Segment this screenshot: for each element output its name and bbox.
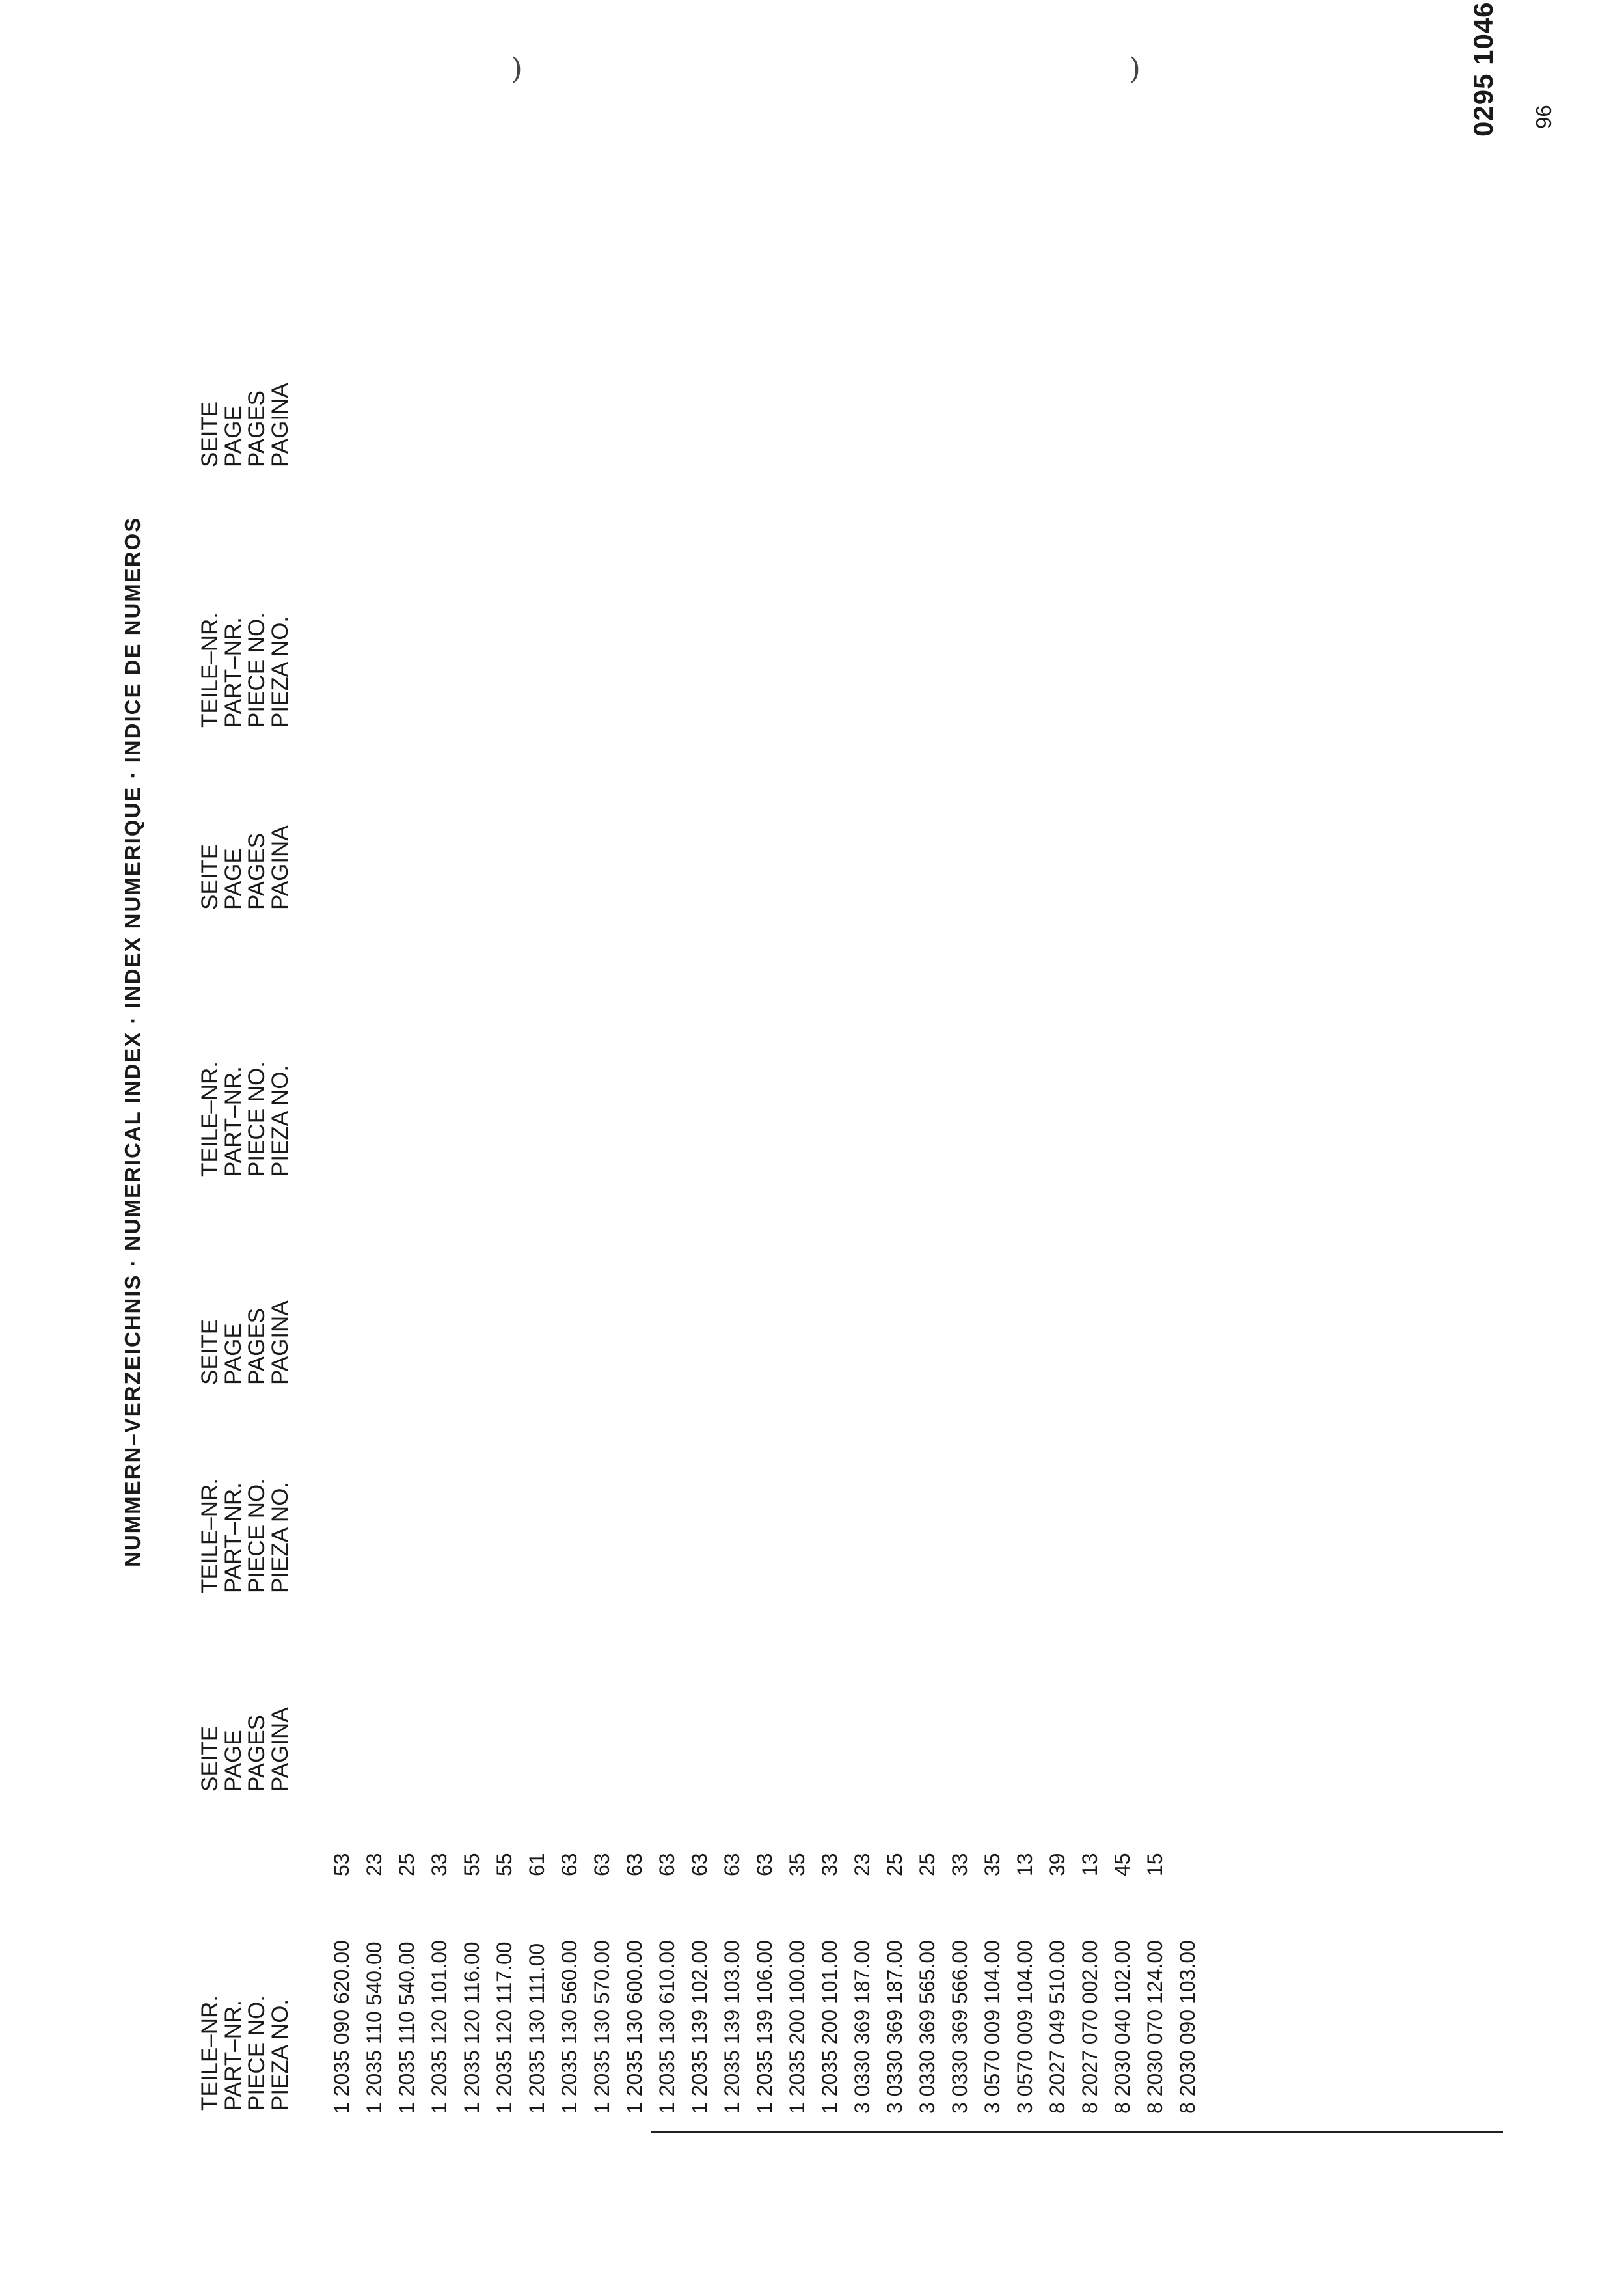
page-header-2	[198, 1300, 292, 1385]
part-number: 1 2035 110 540.00	[395, 1941, 418, 2114]
list-item	[1106, 1749, 1139, 2114]
page-ref: 63	[753, 1853, 776, 1876]
part-number: 1 2035 130 560.00	[558, 1940, 581, 2114]
header-label: TEILE–NR.	[197, 1478, 223, 1593]
header-label: PIECE NO.	[244, 1478, 269, 1593]
part-number: 3 0330 369 566.00	[948, 1940, 971, 2114]
list-item	[651, 1749, 683, 2114]
page-header-1	[198, 1707, 292, 1792]
header-label: TEILE–NR.	[197, 1061, 223, 1177]
page-ref: 55	[460, 1853, 483, 1876]
part-number: 1 2035 130 570.00	[590, 1940, 614, 2114]
part-number: 1 2035 139 102.00	[688, 1940, 711, 2114]
header-label: PAGE	[221, 1323, 246, 1385]
margin-mark-right: )	[1129, 51, 1141, 86]
list-item	[748, 1749, 781, 2114]
page-ref: 25	[395, 1853, 418, 1876]
list-item	[553, 1749, 586, 2114]
header-label: TEILE–NR.	[197, 1995, 223, 2111]
part-number: 3 0330 369 187.00	[850, 1940, 874, 2114]
list-item	[1008, 1749, 1041, 2114]
list-item	[1139, 1749, 1171, 2114]
header-label: PAGE	[221, 848, 246, 910]
header-label: PIEZA NO.	[267, 1065, 293, 1177]
header-label: PAGES	[244, 1714, 269, 1792]
header-label: PIEZA NO.	[267, 616, 293, 728]
page-ref: 23	[362, 1853, 386, 1876]
page-ref: 63	[558, 1853, 581, 1876]
page-ref: 23	[850, 1853, 874, 1876]
margin-mark-left: )	[511, 51, 522, 86]
list-item	[423, 1749, 455, 2114]
header-label: PART–NR.	[221, 617, 246, 728]
header-label: PART–NR.	[221, 2000, 246, 2111]
list-item	[521, 1749, 553, 2114]
part-number: 3 0330 369 565.00	[915, 1940, 939, 2114]
page-ref: 25	[883, 1853, 906, 1876]
list-item	[618, 1749, 651, 2114]
list-item	[878, 1749, 911, 2114]
header-label: PAGES	[244, 1307, 269, 1385]
part-number: 1 2035 130 610.00	[655, 1940, 679, 2114]
page-ref: 63	[655, 1853, 679, 1876]
header-label: PAGE	[221, 1730, 246, 1792]
header-label: PART–NR.	[221, 1066, 246, 1177]
page-ref: 55	[493, 1853, 516, 1876]
header-label: TEILE–NR.	[197, 612, 223, 728]
part-number-header-2	[198, 1478, 292, 1593]
part-number: 8 2027 070 002.00	[1078, 1940, 1102, 2114]
list-item	[943, 1749, 976, 2114]
list-item	[976, 1749, 1008, 2114]
page-ref: 63	[590, 1853, 614, 1876]
part-number: 3 0570 009 104.00	[981, 1940, 1004, 2114]
header-label: PAGES	[244, 390, 269, 467]
header-label: PAGINA	[267, 825, 293, 910]
list-item	[1074, 1749, 1106, 2114]
header-label: SEITE	[197, 1725, 223, 1792]
page-ref: 33	[948, 1853, 971, 1876]
part-number: 3 0570 009 104.00	[1013, 1940, 1036, 2114]
list-item	[358, 1749, 390, 2114]
list-item	[1171, 1749, 1204, 2114]
page-ref: 25	[915, 1853, 939, 1876]
page-number: 96	[1532, 105, 1556, 129]
list-item	[390, 1749, 423, 2114]
page-header-3	[198, 825, 292, 910]
page-ref: 15	[1143, 1853, 1167, 1876]
list-item	[1041, 1749, 1074, 2114]
list-item	[911, 1749, 943, 2114]
list-item	[846, 1749, 878, 2114]
part-number: 1 2035 110 540.00	[362, 1941, 386, 2114]
part-number: 1 2035 200 100.00	[785, 1940, 809, 2114]
page-ref: 53	[330, 1853, 353, 1876]
part-number: 1 2035 139 106.00	[753, 1940, 776, 2114]
part-number: 1 2035 200 101.00	[818, 1940, 841, 2114]
page-header-4	[198, 383, 292, 467]
page-ref: 13	[1013, 1853, 1036, 1876]
part-number: 1 2035 130 600.00	[623, 1940, 646, 2114]
header-label: SEITE	[197, 843, 223, 910]
part-number-header-3	[198, 1061, 292, 1177]
part-number: 8 2030 070 124.00	[1143, 1940, 1167, 2114]
part-number: 1 2035 120 116.00	[460, 1941, 483, 2114]
part-number: 8 2030 090 103.00	[1176, 1940, 1199, 2114]
part-number: 1 2035 139 103.00	[720, 1940, 744, 2114]
list-item	[813, 1749, 846, 2114]
part-number: 1 2035 120 101.00	[427, 1940, 451, 2114]
header-label: SEITE	[197, 401, 223, 467]
page-ref: 45	[1111, 1853, 1134, 1876]
header-label: PIEZA NO.	[267, 1999, 293, 2111]
header-label: PAGINA	[267, 1300, 293, 1385]
list-item	[716, 1749, 748, 2114]
list-item	[781, 1749, 813, 2114]
header-label: PAGE	[221, 405, 246, 467]
list-item	[586, 1749, 618, 2114]
page-ref: 63	[623, 1853, 646, 1876]
document-title: NUMMERN–VERZEICHNIS · NUMERICAL INDEX · INDEX NUMERIQUE · INDICE DE NUMEROS	[120, 516, 144, 1567]
page-ref: 39	[1046, 1853, 1069, 1876]
list-item	[488, 1749, 521, 2114]
header-label: PIEZA NO.	[267, 1481, 293, 1593]
page-ref: 13	[1078, 1853, 1102, 1876]
page-ref: 61	[525, 1853, 548, 1876]
header-label: SEITE	[197, 1319, 223, 1385]
part-number: 3 0330 369 187.00	[883, 1940, 906, 2114]
header-label: PIECE NO.	[244, 612, 269, 728]
header-label: PART–NR.	[221, 1483, 246, 1593]
part-number-header-4	[198, 612, 292, 728]
list-item	[683, 1749, 716, 2114]
header-label: PAGINA	[267, 383, 293, 467]
page-ref: 35	[981, 1853, 1004, 1876]
page-ref: 63	[688, 1853, 711, 1876]
page-ref: 33	[818, 1853, 841, 1876]
part-number: 1 2035 090 620.00	[330, 1940, 353, 2114]
page-ref: 33	[427, 1853, 451, 1876]
header-label: PIECE NO.	[244, 1995, 269, 2111]
page-ref: 63	[720, 1853, 744, 1876]
document-number: 0295 1046	[1468, 1, 1498, 137]
header-label: PAGES	[244, 832, 269, 910]
part-number: 8 2027 049 510.00	[1046, 1940, 1069, 2114]
part-number: 8 2030 040 102.00	[1111, 1940, 1134, 2114]
part-number-header-1	[198, 1995, 292, 2111]
header-label: PIECE NO.	[244, 1061, 269, 1177]
list-item	[325, 1749, 358, 2114]
header-label: PAGINA	[267, 1707, 293, 1792]
page-ref: 35	[785, 1853, 809, 1876]
list-item	[455, 1749, 488, 2114]
left-rule	[651, 2131, 1503, 2133]
part-number: 1 2035 120 117.00	[493, 1941, 516, 2114]
index-entries	[325, 1749, 1204, 2114]
part-number: 1 2035 130 111.00	[525, 1943, 548, 2114]
